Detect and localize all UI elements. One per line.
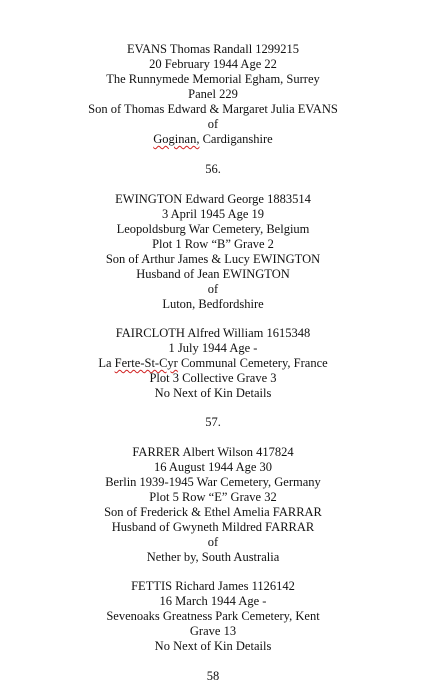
- entry-plot: Plot 5 Row “E” Grave 32: [149, 490, 277, 504]
- entry-date-age: 16 March 1944 Age -: [159, 594, 267, 608]
- entry-name: EVANS Thomas Randall 1299215: [126, 42, 300, 56]
- entry-spouse: Husband of Jean EWINGTON: [136, 267, 290, 281]
- entry-parents: Son of Frederick & Ethel Amelia FARRAR: [104, 505, 322, 519]
- entry-place: The Runnymede Memorial Egham, Surrey: [106, 72, 320, 86]
- entry-kin: No Next of Kin Details: [154, 639, 272, 653]
- entry-plot: Plot 3 Collective Grave 3: [149, 371, 277, 385]
- spellcheck-marked-word: Ferte-St-Cyr: [114, 356, 178, 370]
- spellcheck-marked-word: Goginan,: [153, 132, 200, 146]
- page-number: 56.: [205, 162, 221, 176]
- entry-place: Berlin 1939-1945 War Cemetery, Germany: [105, 475, 321, 489]
- entry-plot: Grave 13: [189, 624, 237, 638]
- entry-plot: Plot 1 Row “B” Grave 2: [152, 237, 274, 251]
- entry-parents: Son of Thomas Edward & Margaret Julia EVANS: [88, 102, 338, 116]
- entry-spouse: Husband of Gwyneth Mildred FARRAR: [111, 520, 315, 534]
- entry-parents: Son of Arthur James & Lucy EWINGTON: [105, 252, 321, 266]
- entry-of: of: [207, 282, 219, 296]
- entry-place: Leopoldsburg War Cemetery, Belgium: [116, 222, 310, 236]
- entry-name: FETTIS Richard James 1126142: [131, 579, 295, 593]
- entry-home: Luton, Bedfordshire: [162, 297, 264, 311]
- entry-name: FAIRCLOTH Alfred William 1615348: [115, 326, 311, 340]
- entry-place: Sevenoaks Greatness Park Cemetery, Kent: [106, 609, 320, 623]
- entry-of: of: [207, 535, 219, 549]
- page-number: 57.: [205, 415, 221, 429]
- entry-name: EWINGTON Edward George 1883514: [115, 192, 311, 206]
- entry-plot: Panel 229: [188, 87, 238, 101]
- entry-date-age: 1 July 1944 Age -: [168, 341, 258, 355]
- entry-place-prefix: La: [98, 356, 115, 370]
- entry-kin: No Next of Kin Details: [154, 386, 272, 400]
- page-number: 58: [206, 669, 220, 683]
- entry-home: Nether by, South Australia: [146, 550, 280, 564]
- entry-date-age: 3 April 1945 Age 19: [161, 207, 265, 221]
- entry-place: [0, 356, 426, 371]
- entry-date-age: 20 February 1944 Age 22: [149, 57, 277, 71]
- entry-of: of: [207, 117, 219, 131]
- entry-home: [0, 132, 426, 147]
- entry-place-suffix: Communal Cemetery, France: [177, 356, 328, 370]
- entry-name: FARRER Albert Wilson 417824: [132, 445, 294, 459]
- entry-home-rest: Cardiganshire: [199, 132, 273, 146]
- entry-date-age: 16 August 1944 Age 30: [153, 460, 273, 474]
